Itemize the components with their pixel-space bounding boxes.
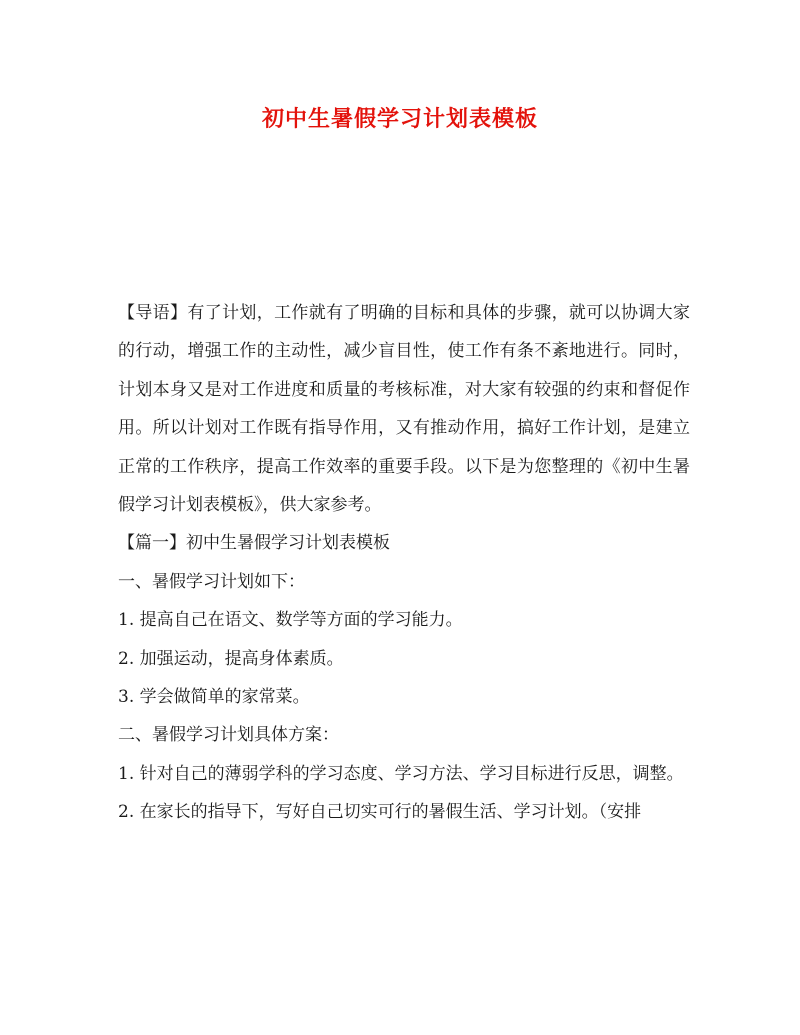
list-item: 2. 在家长的指导下，写好自己切实可行的暑假生活、学习计划。（安排 xyxy=(118,802,642,823)
document-title: 初中生暑假学习计划表模板 xyxy=(261,106,538,132)
list-item: 1. 针对自己的薄弱学科的学习态度、学习方法、学习目标进行反思，调整。 xyxy=(118,763,684,784)
list-item: 2. 加强运动，提高身体素质。 xyxy=(118,648,344,669)
list-item: 1. 提高自己在语文、数学等方面的学习能力。 xyxy=(118,610,463,631)
list-item: 3. 学会做简单的家常菜。 xyxy=(118,687,310,708)
part2-heading: 二、暑假学习计划具体方案： xyxy=(118,725,339,746)
part1-heading: 一、暑假学习计划如下： xyxy=(118,571,305,592)
section-heading: 【篇一】初中生暑假学习计划表模板 xyxy=(118,533,390,554)
document-body xyxy=(118,294,690,832)
intro-paragraph: 【导语】有了计划，工作就有了明确的目标和具体的步骤，就可以协调大家的行动，增强工作的主动性，减少盲目性，使工作有条不紊地进行。同时，计划本身又是对工作进度和质量的考核标准，对大家有较强的约束和督促作用。所以计划对工作既有指导作用，又有推动作用，搞好工作计划，是建立正常的工作秩序，提高工作效率的重要手段。以下是为您整理的《初中生暑假学习计划表模板》，供大家参考。 xyxy=(118,303,690,516)
